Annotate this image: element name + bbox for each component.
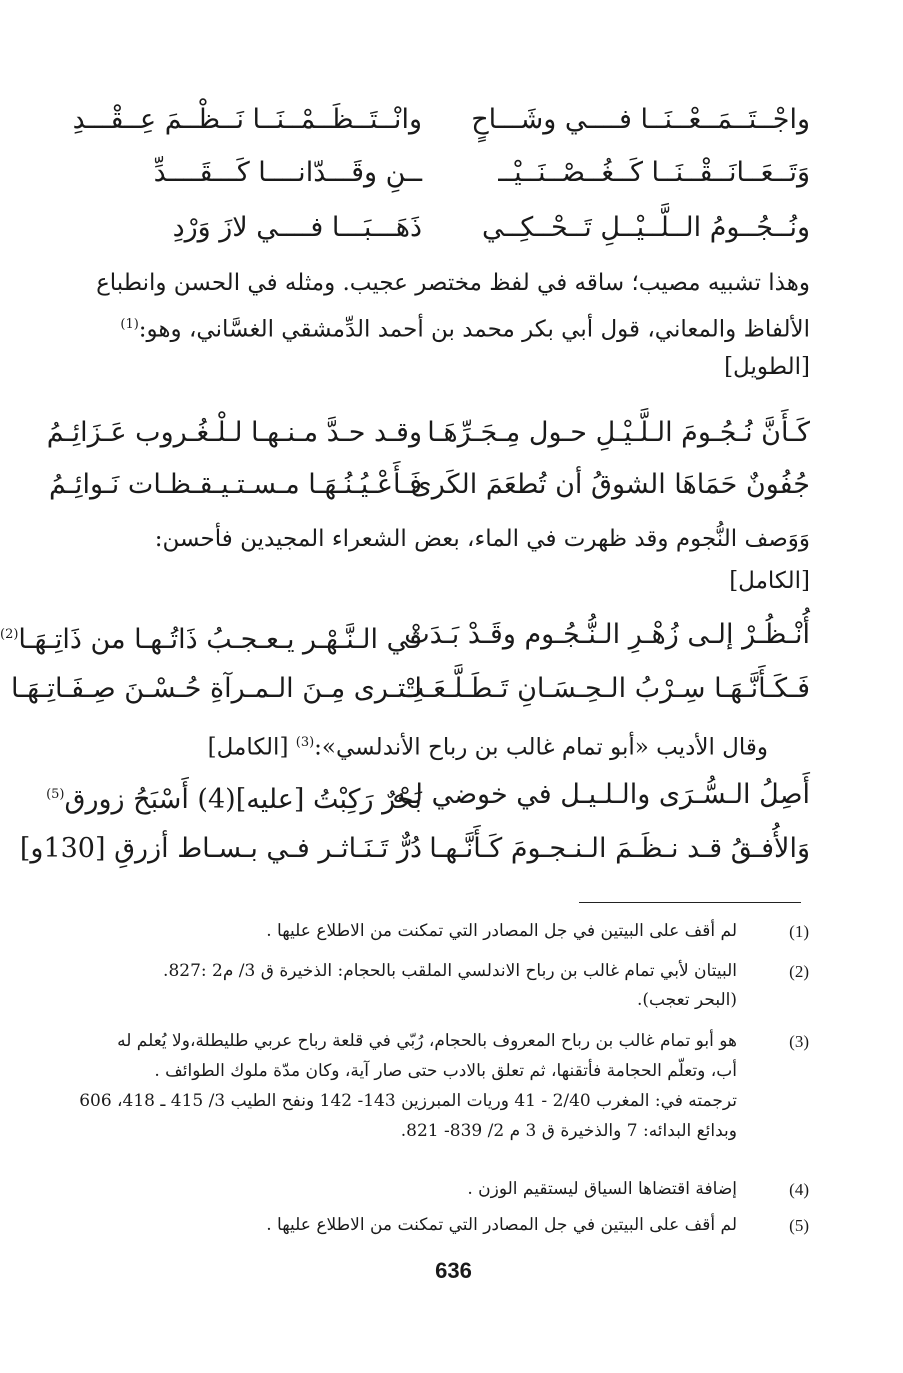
footnote-ref: (1): [120, 317, 139, 332]
verse-first-hemistich: كَـأَنَّ نُـجُـومَ الـلَّـيْـلِ حـول مِـجَـرِّهَـا: [427, 417, 810, 448]
footnote: [89, 918, 809, 945]
footnote-number: (1): [789, 922, 809, 941]
footnote: [89, 1212, 809, 1239]
verse-line: [49, 460, 810, 510]
verse-second-hemistich: وقـد حـدَّ مـنـهـا لـلْـغُـروب عَـزَائِـمُ: [46, 417, 422, 448]
verse-line: [70, 148, 810, 198]
footnote-text: البيتان لأبي تمام غالب بن رباح الاندلسي الملقب بالحجام: الذخيرة ق 3/ م2 :827.: [163, 961, 737, 981]
verse-second-hemistich: [0, 610, 422, 665]
footnote-text: وبدائع البدائه: 7 والذخيرة ق 3 م 2/ 839- 821.: [400, 1121, 737, 1141]
verse-first-hemistich: أَصِلُ الـسُّـرَى والـلـيـل في خوضي لـه: [392, 779, 810, 810]
verse-line: [19, 824, 810, 874]
verse-second-hemistich: وانْــتَــظَــمْــنَــا نَــظْــمَ عِــقْـــدِ: [72, 104, 422, 135]
verse-second-hemistich: ــنِ وقَـــدّانــــا كَـــقَــــدِّ: [153, 157, 422, 188]
verse-first-hemistich: فَـكَـأَنَّـهَـا سِـرْبُ الـحِـسَـانِ تَـطَـلَّـعَـتْ: [398, 673, 810, 704]
meter-label: [الكامل]: [729, 568, 810, 594]
footnote: [89, 958, 809, 1012]
verse-first-hemistich: واجْــتَــمَــعْــنَــا فــــي وشَـــاحٍ: [471, 104, 810, 135]
footnote-text: لم أقف على البيتين في جل المصادر التي تمكنت من الاطلاع عليها .: [266, 1215, 737, 1235]
footnote-number: (3): [789, 1032, 809, 1051]
footnote-text: أب، وتعلّم الحجامة فأتقنها، ثم تعلق بالادب حتى صار آية، وكان مدّة ملوك الطوائف .: [154, 1061, 737, 1081]
verse-second-hemistich: ذَهَـــبَـــا فــــي لازَ وَرْدِ: [172, 212, 422, 243]
footnote: [89, 1176, 809, 1203]
prose-line: وهذا تشبيه مصيب؛ ساقه في لفظ مختصر عجيب. ومثله في الحسن وانطباع: [96, 270, 810, 296]
hemistich-text: في الـنَّـهْـر يـعـجـبُ ذَاتُـهـا من ذَاتِـهَـا: [18, 624, 422, 655]
meter-label: [الكامل]: [207, 734, 289, 761]
verse-second-hemistich: دُرٌّ تَـنَـاثـر فـي بـسـاط أزرقِ [130و]: [19, 833, 422, 864]
verse-first-hemistich: ونُــجُــومُ الــلَّــيْــلِ تَــحْــكِــي: [482, 212, 810, 243]
verse-second-hemistich: [46, 770, 422, 825]
verse-line: [46, 770, 810, 820]
footnote-separator: [579, 902, 801, 903]
footnote-text: هو أبو تمام غالب بن رباح المعروف بالحجام، رُبّي في قلعة رباح عربي طليطلة،ولا يُعلم له: [117, 1031, 737, 1051]
verse-line: [70, 95, 810, 145]
verse-first-hemistich: جُفُونٌ حَمَاهَا الشوقُ أن تُطعَمَ الكَرى: [410, 469, 810, 500]
hemistich-text: بَحْرٌ رَكِبْتُ [عليه](4) أَسْبَحُ زورق: [64, 784, 422, 815]
prose-line: [70, 310, 810, 345]
verse-second-hemistich: فَـأَعْـيُـنُـهَـا مـسـتـيـقـظـات نَـوائِـمُ: [49, 469, 422, 500]
footnote-text: لم أقف على البيتين في جل المصادر التي تمكنت من الاطلاع عليها .: [266, 921, 737, 941]
meter-label: [الطويل]: [724, 354, 810, 380]
verse-line: [11, 664, 810, 714]
footnote-ref: (5): [46, 787, 65, 802]
footnote: [79, 1028, 809, 1158]
verse-first-hemistich: وَتَــعَــانَــقْــنَــا كَــغُــصْــنَــيْــ: [498, 157, 810, 188]
attribution-text: وقال الأديب «أبو تمام غالب بن رباح الأندلسي»:: [314, 734, 768, 761]
verse-first-hemistich: وَالأُفـقُ قـد نـظَـمَ الـنـجـومَ كَـأَنَّـهـا: [429, 833, 810, 864]
page-number: 636: [435, 1258, 472, 1283]
footnote-text: ترجمته في: المغرب 2/40 - 41 وريات المبرزين 143- 142 ونفح الطيب 3/ 415 ـ 418، 606: [79, 1091, 737, 1111]
attribution-line: [208, 728, 768, 763]
footnote-number: (2): [789, 962, 809, 981]
verse-second-hemistich: لِـتـرى مِـنَ الـمـرآةِ حُـسْـنَ صِـفَـاتِـهَـا: [11, 673, 422, 704]
prose-line: وَوَصف النُّجوم وقد ظهرت في الماء، بعض الشعراء المجيدين فأحسن:: [154, 526, 810, 552]
footnote-number: (5): [789, 1216, 809, 1235]
footnote-ref: (2): [0, 627, 19, 642]
verse-line: [46, 408, 810, 458]
prose-text: الألفاظ والمعاني، قول أبي بكر محمد بن أحمد الدِّمشقي الغسَّاني، وهو:: [138, 316, 810, 343]
verse-line: [70, 203, 810, 253]
footnote-text: (البحر تعجب).: [636, 990, 737, 1010]
footnote-ref: (3): [295, 735, 315, 750]
footnote-number: (4): [789, 1180, 809, 1199]
verse-line: [0, 610, 810, 660]
verse-first-hemistich: أُنْـظُـرْ إلـى زُهْـرِ الـنُّـجُـوم وقَـدْ بَـدَتْ: [404, 619, 810, 650]
footnote-text: إضافة اقتضاها السياق ليستقيم الوزن .: [467, 1179, 737, 1199]
